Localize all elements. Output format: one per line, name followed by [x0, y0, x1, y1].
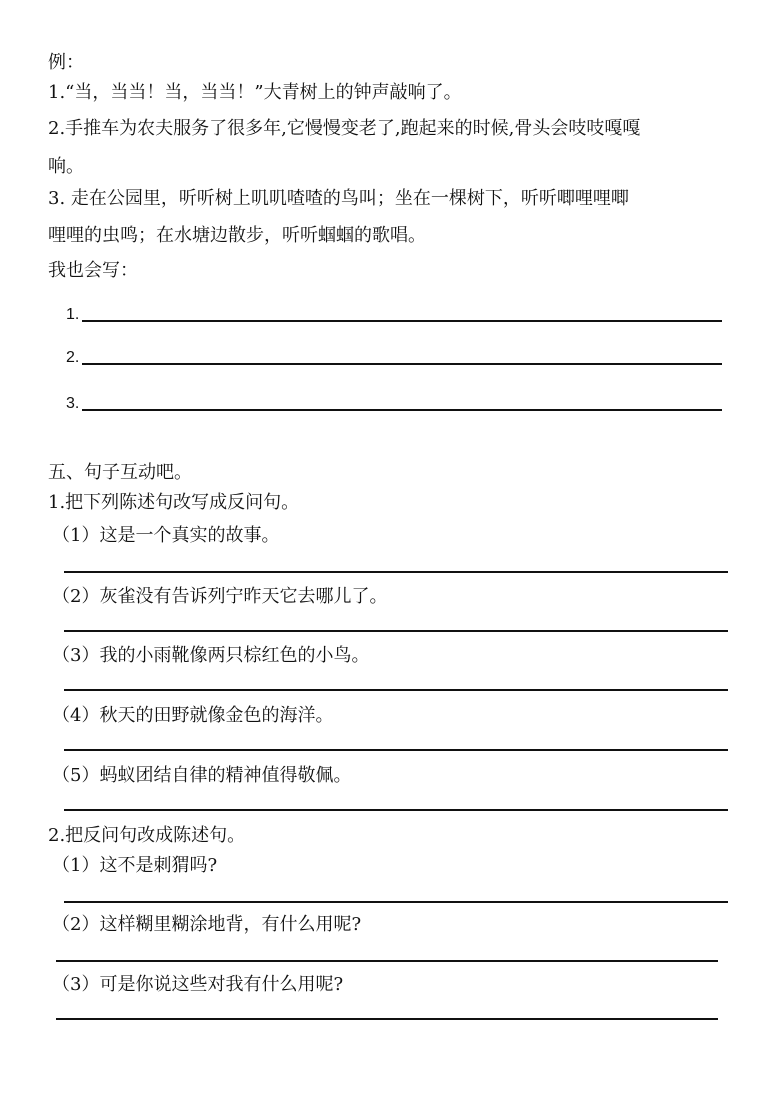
part2-item-3: （3）可是你说这些对我有什么用呢?	[52, 974, 344, 995]
write-answer-line-2[interactable]	[82, 363, 722, 365]
write-answer-line-3[interactable]	[82, 409, 722, 411]
section5-title: 五、句子互动吧。	[48, 462, 192, 483]
write-heading: 我也会写：	[48, 260, 138, 281]
part1-answer-line-4[interactable]	[64, 749, 728, 751]
example-heading: 例：	[48, 52, 84, 73]
part1-item-3: （3）我的小雨靴像两只棕红色的小鸟。	[52, 645, 370, 666]
part2-item-2: （2）这样糊里糊涂地背，有什么用呢?	[52, 914, 362, 935]
part2-answer-line-3[interactable]	[56, 1018, 718, 1020]
part1-item-5: （5）蚂蚁团结自律的精神值得敬佩。	[52, 765, 352, 786]
part1-item-2: （2）灰雀没有告诉列宁昨天它去哪儿了。	[52, 586, 388, 607]
write-blank-number-1: 1.	[66, 306, 80, 323]
example-item-3: 3. 走在公园里，听听树上叽叽喳喳的鸟叫；坐在一棵树下，听听唧哩哩唧	[48, 188, 629, 209]
part1-answer-line-1[interactable]	[64, 571, 728, 573]
part1-title: 1.把下列陈述句改写成反问句。	[48, 492, 300, 513]
example-item-1: 1.“当，当当！当，当当！”大青树上的钟声敲响了。	[48, 82, 462, 103]
part1-answer-line-2[interactable]	[64, 630, 728, 632]
part2-answer-line-2[interactable]	[56, 960, 718, 962]
example-item-2-cont: 响。	[48, 156, 84, 177]
example-item-2: 2.手推车为农夫服务了很多年,它慢慢变老了,跑起来的时候,骨头会吱吱嘎嘎	[48, 118, 641, 139]
part2-title: 2.把反问句改成陈述句。	[48, 825, 246, 846]
example-item-3-cont: 哩哩的虫鸣；在水塘边散步，听听蝈蝈的歌唱。	[48, 225, 426, 246]
write-answer-line-1[interactable]	[82, 320, 722, 322]
part2-item-1: （1）这不是刺猬吗?	[52, 855, 218, 876]
part2-answer-line-1[interactable]	[64, 901, 728, 903]
write-blank-number-2: 2.	[66, 349, 80, 366]
part1-item-4: （4）秋天的田野就像金色的海洋。	[52, 705, 334, 726]
part1-answer-line-3[interactable]	[64, 689, 728, 691]
part1-item-1: （1）这是一个真实的故事。	[52, 525, 280, 546]
write-blank-number-3: 3.	[66, 395, 80, 412]
part1-answer-line-5[interactable]	[64, 809, 728, 811]
